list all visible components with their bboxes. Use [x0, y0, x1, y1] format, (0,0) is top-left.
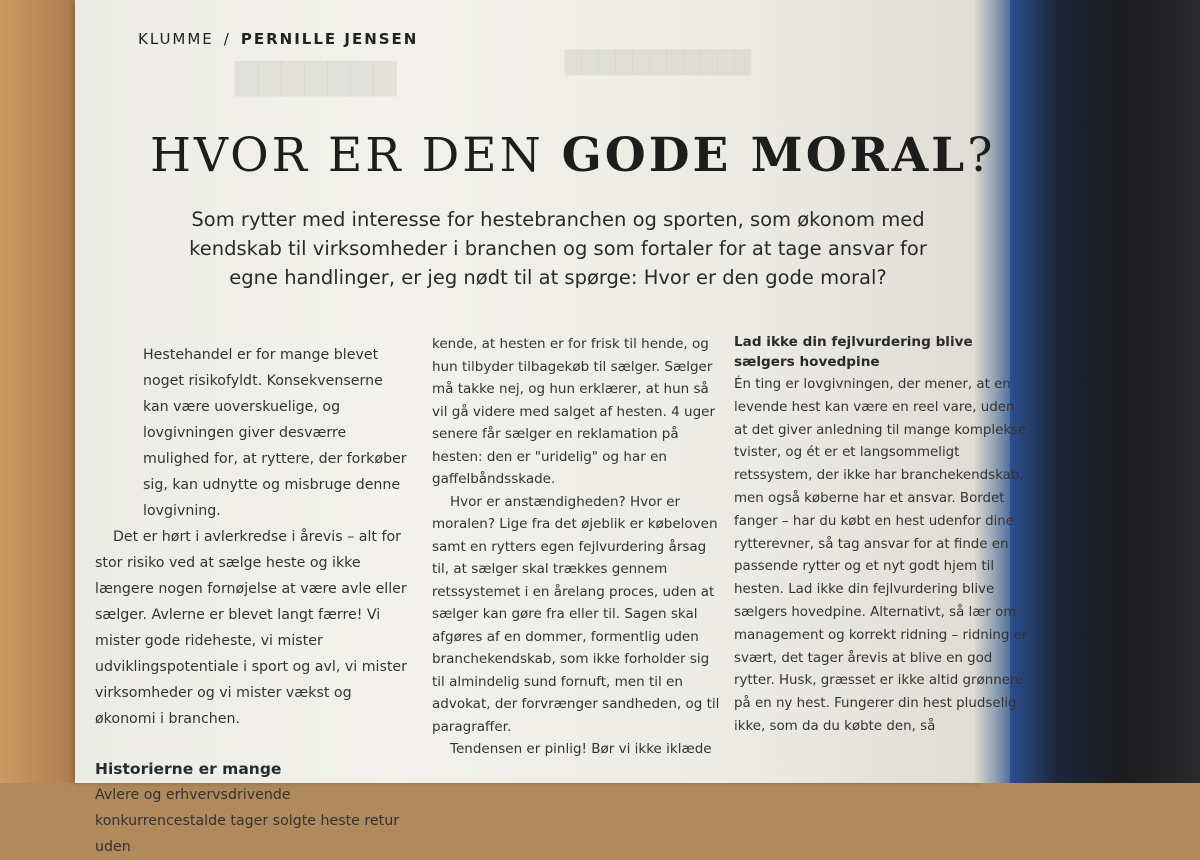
- show-through-text: ███████: [235, 62, 397, 97]
- body-paragraph: Avlere og erhvervsdrivende konkurrencestalde tager solgte heste retur uden: [95, 787, 400, 855]
- body-paragraph: Én ting er lovgivningen, der mener, at en levende hest kan være en reel vare, uden at det giver anledning til mange komplekse tvister, og ét er et langsommeligt retssystem, der ikke har branchekendskab, men også køberne har et ansvar. Bordet fanger – har du købt en hest udenfor dine rytterevner, så tag ansvar for at finde en passende rytter og et nyt godt hjem til hesten. Lad ikke din fejlvurdering blive sælgers hovedpine. Alternativt, så lær om management og korrekt ridning – ridning er svært, det tager årevis at blive en god rytter. Husk, græsset er ikke altid grønnere på en ny hest. Fungerer din hest pludselig ikke, som da du købte den, så: [734, 377, 1028, 734]
- kicker-separator: /: [223, 30, 231, 48]
- body-paragraph: kende, at hesten er for frisk til hende, og hun tilbyder tilbagekøb til sælger. Sælger må takke nej, og hun erklærer, at hun så vil gå videre med salget af hesten. 4 uger senere får sælger en reklamation på hesten: den er "uridelig" og har en gaffelbåndsskade.: [432, 336, 716, 487]
- article-title: [150, 128, 995, 183]
- article-lead: Som rytter med interesse for hestebranchen og sporten, som økonom med kendskab til virksomheder i branchen og som fortaler for at tage ansvar for egne handlinger, er jeg nødt til at spørge: Hvor er den gode moral?: [189, 208, 927, 289]
- title-regular: HVOR ER DEN: [150, 128, 562, 183]
- section-heading: Lad ikke din fejlvurdering blive sælgers hovedpine: [734, 334, 973, 370]
- text-column-1: [95, 342, 407, 860]
- body-paragraph: Tendensen er pinlig! Bør vi ikke iklæde: [450, 741, 712, 757]
- author-name: PERNILLE JENSEN: [240, 30, 419, 48]
- section-heading: Historierne er mange: [95, 760, 282, 778]
- magazine-cover: [1010, 0, 1200, 783]
- article-kicker: [138, 30, 418, 48]
- text-column-2: [432, 333, 724, 761]
- title-bold: GODE MORAL: [561, 128, 968, 183]
- body-paragraph: Hvor er anstændigheden? Hvor er moralen? Lige fra det øjeblik er købeloven samt en rytters egen fejlvurdering årsag til, at sælger skal trækkes gennem retssystemet i en årelang proces, uden at sælger kan gøre fra eller til. Sagen skal afgøres af en dommer, formentlig uden branchekendskab, som ikke forholder sig til almindelig sund fornuft, men til en advokat, der forvrænger sandheden, og til paragraffer.: [432, 493, 720, 735]
- show-through-text: ███████████: [565, 50, 752, 76]
- title-question-mark: ?: [967, 128, 996, 183]
- body-paragraph: Hestehandel er for mange blevet noget risikofyldt. Konsekvenserne kan være uoverskuelige, og lovgivningen giver desværre mulighed for, at ryttere, der forkøber sig, kan udnytte og misbruge denne lovgivning.: [143, 347, 407, 519]
- text-column-3: [734, 332, 1030, 739]
- body-paragraph: Det er hørt i avlerkredse i årevis – alt for stor risiko ved at sælge heste og ikke længere nogen fornøjelse at være avle eller sælger. Avlerne er blevet langt færre! Vi mister gode rideheste, vi mister udviklingspotentiale i sport og avl, vi mister virksomheder og vi mister vækst og økonomi i branchen.: [95, 529, 407, 727]
- section-label: KLUMME: [138, 30, 214, 48]
